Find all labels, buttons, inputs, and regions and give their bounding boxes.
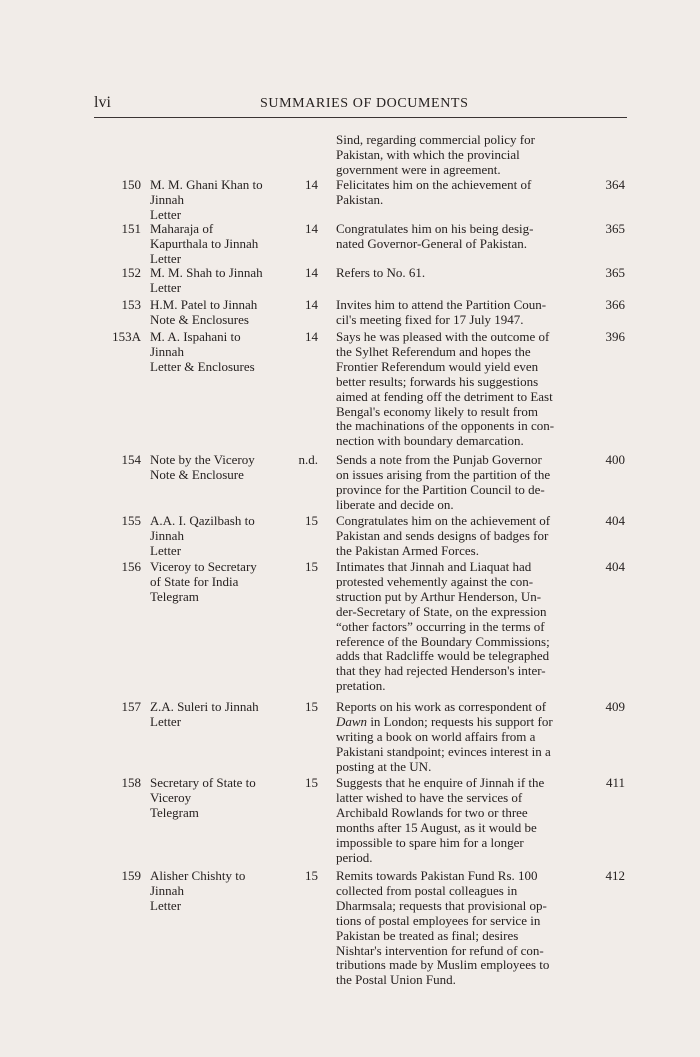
summary-line: collected from postal colleagues in [336, 882, 518, 898]
title-line: M. A. Ispahani to [150, 329, 241, 344]
summary-line: nated Governor-General of Pakistan. [336, 235, 528, 251]
summary-line: reference of the Boundary Commissions; [336, 633, 550, 649]
summary-line: liberate and decide on. [336, 496, 454, 512]
document-title [150, 453, 300, 483]
summary-line: Nishtar's intervention for refund of con- [336, 942, 544, 958]
title-line: Note & Enclosures [150, 311, 249, 327]
document-date: 14 [305, 221, 318, 236]
document-title [150, 178, 300, 223]
document-title [150, 514, 300, 559]
entry-summary [336, 178, 570, 208]
summary-line: Says he was pleased with the outcome of [336, 329, 550, 344]
summary-line: writing a book on world affairs from a [336, 728, 536, 744]
page-reference: 364 [605, 177, 625, 192]
entry-summary [336, 222, 570, 252]
title-line: Alisher Chishty to [150, 868, 246, 883]
entry-summary [336, 133, 570, 178]
summary-line: Frontier Referendum would yield even [336, 358, 539, 374]
summary-line: Dawn in London; requests his support for [336, 713, 553, 729]
page-reference: 412 [605, 868, 625, 883]
summary-line: struction put by Arthur Henderson, Un- [336, 588, 542, 604]
document-number: 154 [121, 452, 141, 467]
summary-line: der-Secretary of State, on the expression [336, 603, 547, 619]
summary-line: Bengal's economy likely to result from [336, 403, 538, 419]
document-date: 15 [305, 699, 318, 714]
title-line: Kapurthala to Jinnah [150, 235, 259, 251]
summary-line: period. [336, 849, 373, 865]
document-title [150, 222, 300, 267]
summary-line: Archibald Rowlands for two or three [336, 804, 528, 820]
summary-line: aimed at fending off the detriment to East [336, 388, 553, 404]
summary-line: Pakistan, with which the provincial [336, 146, 520, 162]
document-title [150, 298, 300, 328]
entry-summary [336, 266, 570, 281]
summary-line: tributions made by Muslim employees to [336, 957, 550, 973]
summary-line: adds that Radcliffe would be telegraphed [336, 648, 550, 664]
summary-line: on issues arising from the partition of the [336, 466, 551, 482]
document-number: 157 [121, 699, 141, 714]
summary-line: Pakistan be treated as final; desires [336, 927, 519, 943]
summary-line: province for the Partition Council to de- [336, 481, 545, 497]
summary-line: Dharmsala; requests that provisional op- [336, 897, 547, 913]
summary-line: Felicitates him on the achievement of [336, 177, 532, 192]
title-line: Maharaja of [150, 221, 214, 236]
title-line: Letter & Enclosures [150, 358, 255, 374]
title-line: H.M. Patel to Jinnah [150, 297, 258, 312]
document-number: 158 [121, 775, 141, 790]
title-line: of State for India [150, 573, 239, 589]
document-date: 15 [305, 775, 318, 790]
document-title [150, 560, 300, 605]
title-line: Secretary of State to [150, 775, 256, 790]
summary-line: Sends a note from the Punjab Governor [336, 452, 542, 467]
document-date: 14 [305, 297, 318, 312]
document-date: 14 [305, 177, 318, 192]
running-title: SUMMARIES OF DOCUMENTS [260, 96, 469, 111]
title-line: M. M. Shah to Jinnah [150, 265, 263, 280]
title-line: Jinnah [150, 882, 184, 898]
summary-line: Pakistani standpoint; evinces interest in a [336, 743, 551, 759]
header-rule [94, 117, 627, 118]
summary-line: Invites him to attend the Partition Coun- [336, 297, 547, 312]
title-line: Jinnah [150, 343, 184, 359]
document-date: 15 [305, 559, 318, 574]
summary-line: protested vehemently against the con- [336, 573, 534, 589]
page-reference: 404 [605, 513, 625, 528]
title-line: Note & Enclosure [150, 466, 244, 482]
title-line: Jinnah [150, 527, 184, 543]
document-date: 14 [305, 265, 318, 280]
document-date: 14 [305, 329, 318, 344]
page-number: lvi [94, 94, 111, 111]
title-line: M. M. Ghani Khan to [150, 177, 263, 192]
document-number: 151 [121, 221, 141, 236]
entry-summary [336, 453, 570, 513]
title-line: Viceroy to Secretary [150, 559, 257, 574]
title-line: Letter [150, 897, 182, 913]
summary-line: impossible to spare him for a longer [336, 834, 524, 850]
document-number: 150 [121, 177, 141, 192]
document-title [150, 700, 300, 730]
entry-summary [336, 560, 570, 694]
entry-summary [336, 298, 570, 328]
document-title [150, 776, 300, 821]
entry-summary [336, 330, 570, 449]
summary-line: cil's meeting fixed for 17 July 1947. [336, 311, 524, 327]
summary-line: the Sylhet Referendum and hopes the [336, 343, 531, 359]
page-reference: 411 [605, 775, 625, 790]
summary-line: that they had rejected Henderson's inter- [336, 663, 546, 679]
summary-line: the Postal Union Fund. [336, 972, 456, 988]
summary-line: Congratulates him on the achievement of [336, 513, 551, 528]
document-number: 152 [121, 265, 141, 280]
summary-line: Remits towards Pakistan Fund Rs. 100 [336, 868, 538, 883]
title-line: Telegram [150, 804, 199, 820]
summary-line: Reports on his work as correspondent of [336, 699, 547, 714]
document-date: n.d. [298, 452, 318, 467]
summary-line: nection with boundary demarcation. [336, 433, 524, 449]
document-date: 15 [305, 868, 318, 883]
document-number: 159 [121, 868, 141, 883]
document-date: 15 [305, 513, 318, 528]
entry-summary [336, 776, 570, 865]
page-reference: 365 [605, 221, 625, 236]
title-line: Letter [150, 250, 182, 266]
page-reference: 409 [605, 699, 625, 714]
summary-line: Intimates that Jinnah and Liaquat had [336, 559, 532, 574]
document-title [150, 266, 300, 296]
summary-line: latter wished to have the services of [336, 789, 523, 805]
document-title [150, 869, 300, 914]
summary-line: “other factors” occurring in the terms of [336, 618, 545, 634]
summary-line: the Pakistan Armed Forces. [336, 542, 479, 558]
page-reference: 400 [605, 452, 625, 467]
title-line: Telegram [150, 588, 199, 604]
summary-line: government were in agreement. [336, 161, 501, 177]
summary-line: Pakistan. [336, 191, 384, 207]
summary-line: better results; forwards his suggestions [336, 373, 539, 389]
title-line: A.A. I. Qazilbash to [150, 513, 255, 528]
entry-summary [336, 869, 570, 988]
summary-line: Pakistan and sends designs of badges for [336, 527, 549, 543]
entry-summary [336, 700, 570, 775]
summary-line: Suggests that he enquire of Jinnah if the [336, 775, 545, 790]
title-line: Letter [150, 206, 182, 222]
document-title [150, 330, 300, 375]
page-reference: 396 [605, 329, 625, 344]
summary-line: Refers to No. 61. [336, 265, 426, 280]
page-reference: 404 [605, 559, 625, 574]
entry-summary [336, 514, 570, 559]
summary-line: pretation. [336, 678, 386, 694]
title-line: Letter [150, 713, 182, 729]
summary-line: posting at the UN. [336, 758, 432, 774]
document-number: 156 [121, 559, 141, 574]
title-line: Letter [150, 279, 182, 295]
title-line: Note by the Viceroy [150, 452, 255, 467]
document-number: 153 [121, 297, 141, 312]
summary-line: the machinations of the opponents in con- [336, 418, 555, 434]
page-reference: 365 [605, 265, 625, 280]
page-reference: 366 [605, 297, 625, 312]
summary-line: Sind, regarding commercial policy for [336, 132, 535, 147]
title-line: Z.A. Suleri to Jinnah [150, 699, 259, 714]
summary-line: Congratulates him on his being desig- [336, 221, 534, 236]
title-line: Viceroy [150, 789, 192, 805]
document-number: 155 [121, 513, 141, 528]
summary-line: months after 15 August, as it would be [336, 819, 537, 835]
document-number: 153A [112, 329, 141, 344]
title-line: Letter [150, 542, 182, 558]
title-line: Jinnah [150, 191, 184, 207]
summary-line: tions of postal employees for service in [336, 912, 541, 928]
